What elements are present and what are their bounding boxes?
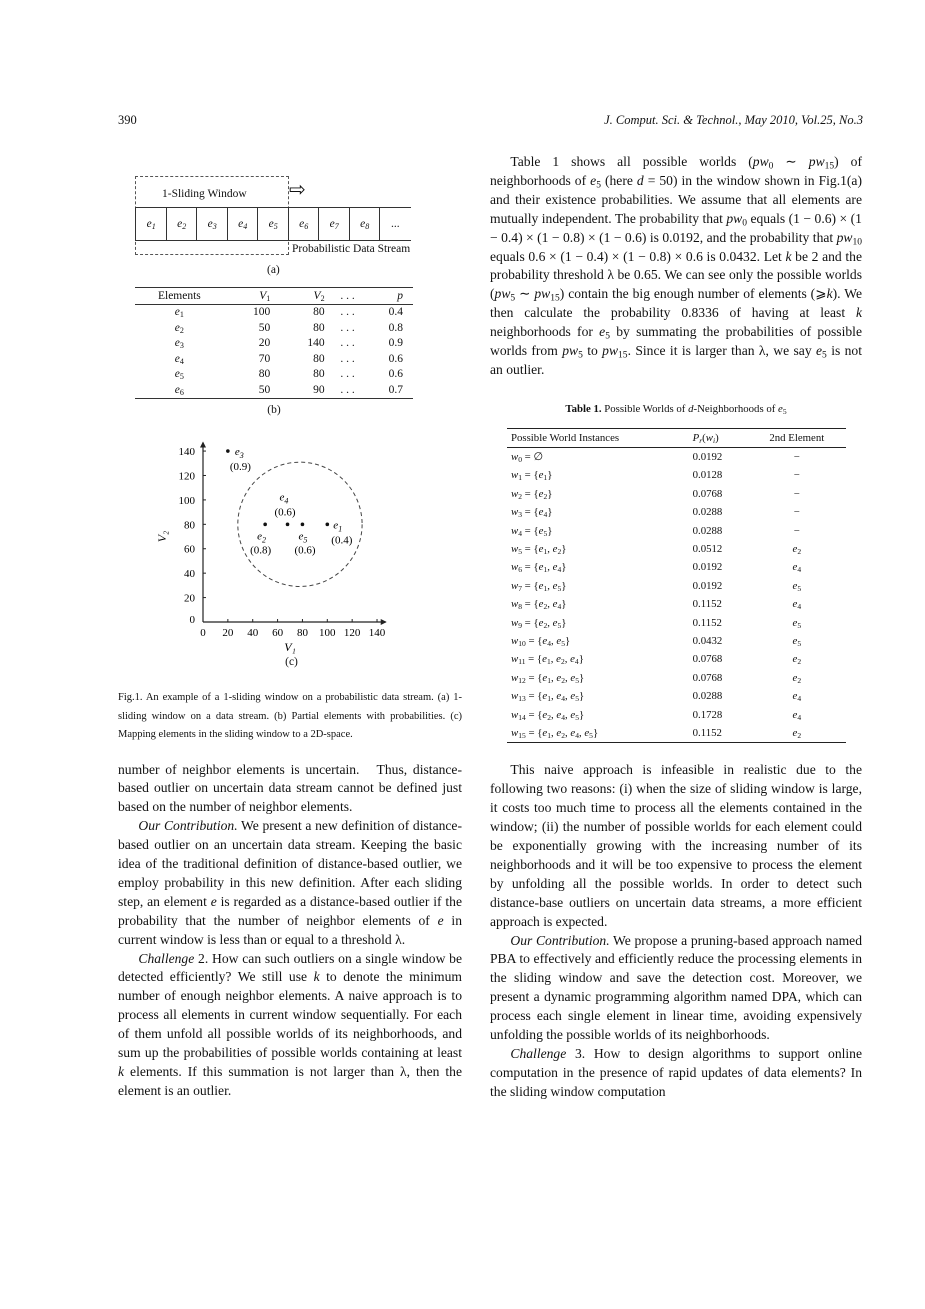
y-tick-label: 140 [178, 446, 195, 459]
y-tick-label: 120 [178, 470, 195, 483]
stream-cell: $e_6$ [288, 208, 320, 240]
paragraph: This naive approach is infeasible in realistic due to the following two reasons: (i) when the size of sliding window is large, it costs too much time to process all the elements contained in the window; (ii) the number of possible worlds for each element could be exponentially growing with the increasing number of its neighborhoods and it will be too expensive to process the element by unfolding all the possible worlds. In order to detect such distance-base outliers on uncertain data streams, a more efficient approach is expected. [490, 762, 862, 929]
table-cell: − [793, 487, 800, 500]
table-cell: . . . [340, 306, 355, 318]
column-header: p [362, 288, 413, 305]
x-tick-label: 40 [247, 627, 259, 639]
paragraph: Challenge 3. How to design algorithms to support online computation in the presence of rapid updates of data elements? In the sliding window computation [490, 1045, 862, 1099]
table-cell: $w_5 = \{e_1$, $e_2$} [511, 542, 567, 556]
point-label-e3: $e_3$ [234, 446, 244, 461]
table-row [135, 336, 413, 352]
table-cell: 0.0512 [692, 542, 723, 555]
stream-cell: $e_1$ [135, 208, 167, 240]
table-cell: $w_{15} = \{e_1$, $e_2$, $e_4$, $e_5$} [507, 724, 689, 743]
table-row [507, 687, 846, 705]
stream-cell: $e_4$ [227, 208, 259, 240]
table-cell: $w_{10} = \{e_4$, $e_5$} [511, 634, 571, 648]
table-cell: $e_5$ [792, 634, 802, 648]
table-row [507, 632, 846, 650]
y-tick-label: 40 [184, 568, 195, 581]
table-row [135, 367, 413, 383]
table-cell: 70 [258, 352, 271, 365]
table-cell: . . . [340, 368, 355, 380]
table-cell: $e_4$ [792, 561, 802, 575]
table-row [135, 305, 413, 321]
point-probability: (0.6) [274, 506, 296, 519]
right-column-text [490, 761, 862, 1101]
left-column-text [118, 761, 462, 1101]
table-cell: 80 [313, 306, 325, 318]
table-cell: $w_{11} = \{e_1$, $e_2$, $e_4$} [511, 653, 584, 667]
y-tick-label: 60 [184, 543, 195, 556]
table-cell: 0.0288 [692, 506, 723, 519]
stream-label: Probabilistic Data Stream [292, 243, 411, 255]
table-cell: $e_4$ [174, 352, 184, 366]
running-header: J. Comput. Sci. & Technol., May 2010, Vol.25, No.3 [604, 113, 863, 127]
table-cell: 0.8 [388, 321, 403, 334]
table-cell: $e_1$ [174, 306, 184, 319]
table-row [135, 352, 413, 368]
table-cell: $w_{12} = \{e_1$, $e_2$, $e_5$} [511, 671, 585, 685]
table-cell: 0.1728 [692, 708, 723, 721]
table-cell: 80 [258, 368, 271, 380]
point-probability: (0.8) [250, 544, 272, 557]
point-label-e4: $e_4$ [279, 491, 289, 506]
data-point-e2 [263, 523, 267, 527]
table-cell: 0.0192 [692, 450, 723, 463]
stream-cell: $e_8$ [349, 208, 381, 240]
table-row [507, 558, 846, 576]
table-cell: $w_{14} = \{e_2$, $e_4$, $e_5$} [511, 708, 585, 722]
table-cell: . . . [340, 352, 355, 365]
y-tick-label: 0 [189, 614, 195, 626]
table-1 [507, 428, 846, 744]
table-cell: $e_6$ [135, 383, 224, 399]
table-cell: 0.0192 [692, 561, 723, 574]
data-point-e1 [326, 523, 330, 527]
paragraph: Our Contribution. We present a new definition of distance-based outlier on an uncertain data stream. Keeping the basic idea of the traditional definition of distance-based outlier, we employ probability in this new definition. After each sliding step, an element e is regarded as a distance-based outlier if the probability that the number of neighbor elements of e in current window is less than or equal to a threshold λ. [118, 818, 462, 947]
x-tick-label: 140 [368, 627, 386, 639]
table-cell: $e_5$ [792, 616, 802, 630]
stream-cell: ... [379, 208, 411, 240]
table-cell: 0.7 [362, 383, 413, 399]
scatter-plot [150, 430, 400, 655]
column-header: $P_r(w_i)$ [689, 428, 748, 447]
table-cell: $e_4$ [792, 598, 802, 611]
table-cell: − [793, 469, 800, 482]
table-cell: 0.1152 [692, 616, 722, 629]
table-cell: 0.0768 [692, 653, 723, 666]
table-cell: $e_2$ [748, 724, 846, 743]
table-1-caption: Table 1. Possible Worlds of d-Neighborhoods of $e_5$ [565, 402, 787, 416]
table-cell: $e_4$ [792, 708, 802, 722]
table-cell: $e_2$ [792, 653, 802, 667]
point-label-e1: $e_1$ [333, 519, 343, 534]
window-label: 1-Sliding Window [162, 188, 247, 200]
table-cell: 80 [313, 321, 325, 334]
left-column-flow [118, 655, 462, 1101]
x-tick-label: 20 [222, 627, 234, 639]
point-probability: (0.6) [294, 544, 316, 557]
table-cell: 0.1152 [692, 598, 722, 611]
table-row [507, 503, 846, 521]
y-tick-label: 80 [184, 519, 195, 532]
table-cell: 140 [307, 337, 325, 349]
figure-caption: Fig.1. An example of a 1-sliding window on a probabilistic data stream. (a) 1-sliding window on a data stream. (b) Partial elements with probabilities. (c) Mapping elements in the sliding window to a 2D-space. [118, 692, 462, 740]
table-cell: 50 [224, 383, 281, 399]
x-axis-label: V₁ [284, 640, 296, 654]
paragraph: Table 1 shows all possible worlds ($pw_0$ ∼ $pw_{15}$) of neighborhoods of $e_5$ (here d = 50) in the window shown in Fig.1(a) and their existence probabilities. We assume that all elements are mutually independent. The probability that $pw_0$ equals (1 − 0.6) × (1 − 0.4) × (1 − 0.8) × (1 − 0.6) is 0.0192, and the probability that $pw_{10}$ equals 0.6 × (1 − 0.4) × (1 − 0.8) × 0.6 is 0.0432. Let k be 2 and the probability threshold λ be 0.65. We can see only the possible worlds ($pw_5$ ∼ $pw_{15}$) contain the big enough number of elements (⩾k). We then calculate the probability 0.8336 of having at least k neighborhoods for $e_5$ by summating the probabilities of possible worlds from $pw_5$ to $pw_{15}$. Since it is larger than λ, we say $e_5$ is not an outlier. [490, 154, 863, 377]
subfig-label-b: (b) [267, 404, 281, 416]
subfig-label-c: (c) [285, 656, 298, 668]
table-row [507, 650, 846, 668]
table-cell: 0.6 [388, 352, 403, 365]
table-cell: $w_0$ = ∅ [511, 450, 543, 464]
table-row [507, 706, 846, 724]
table-row [507, 485, 846, 503]
table-cell: $w_3 = \{e_4\}$ [511, 506, 553, 519]
distance-circle [238, 462, 362, 586]
y-tick-label: 20 [184, 592, 195, 605]
data-point-e4 [286, 523, 290, 527]
table-row [507, 540, 846, 558]
table-cell: $e_4$ [792, 690, 802, 704]
table-cell: 0.0768 [692, 487, 723, 500]
table-cell: $e_3$ [174, 337, 184, 350]
paragraph: Challenge 2. How can such outliers on a single window be detected efficiently? We still use k to denote the minimum number of enough neighbor elements. A naive approach is to process all elements in current window sequentially. For each of them unfold all possible worlds of its neighborhoods, and sum up the probabilities of possible worlds containing at least k elements. If this summation is not larger than λ, then the element is an outlier. [118, 950, 462, 1098]
table-cell: 0.0288 [692, 524, 723, 537]
figure-1b-table [135, 287, 413, 399]
table-cell: 80 [313, 368, 325, 380]
table-cell: 20 [258, 337, 271, 349]
x-tick-label: 100 [319, 627, 336, 639]
table-row [507, 522, 846, 540]
table-cell: $w_9 = \{e_2$, $e_5$} [511, 616, 567, 630]
y-axis-arrow-icon [200, 442, 206, 448]
table-cell: 0.0768 [692, 671, 723, 684]
y-axis-label: V₂ [155, 530, 169, 543]
point-probability: (0.9) [229, 461, 251, 474]
table-cell: $w_{13} = \{e_1$, $e_4$, $e_5$} [511, 690, 585, 704]
table-cell: $e_2$ [792, 542, 802, 556]
table-cell: 80 [313, 352, 325, 365]
data-point-e3 [226, 449, 230, 453]
table-cell: $w_4 = \{e_5\}$ [511, 524, 553, 538]
x-axis-arrow-icon [381, 619, 387, 625]
table-cell: $w_8 = \{e_2$, $e_4$} [511, 598, 567, 611]
table-row [507, 577, 846, 595]
stream-cell: $e_3$ [196, 208, 228, 240]
stream-cell: $e_7$ [318, 208, 350, 240]
paragraph: number of neighbor elements is uncertain. Thus, distance-based outlier on uncertain data stream cannot be defined just based on the number of neighbor elements. [118, 761, 462, 815]
table-row [135, 321, 413, 337]
stream-cell: $e_2$ [166, 208, 198, 240]
table-cell: $w_1 = \{e_1\}$ [511, 469, 553, 483]
table-cell: 0.0128 [692, 469, 723, 482]
table-cell: 0.4 [388, 306, 403, 318]
column-header: $V_1$ [224, 288, 281, 305]
table-row [135, 383, 413, 399]
table-cell: 0.1152 [689, 724, 748, 743]
table-cell: 90 [280, 383, 332, 399]
table-cell: − [793, 450, 800, 463]
table-row [507, 447, 846, 466]
table-cell: 50 [258, 321, 271, 334]
x-tick-label: 80 [296, 627, 308, 639]
table-cell: $w_7 = \{e_1$, $e_5$} [511, 579, 567, 593]
table-cell: $w_6 = \{e_1$, $e_4$} [511, 561, 567, 575]
table-cell: 0.9 [388, 337, 403, 349]
column-header: $V_2$ [280, 288, 332, 305]
arrow-right-icon: ⇨ [289, 179, 306, 201]
column-header: 2nd Element [748, 428, 846, 447]
table-cell: − [793, 506, 800, 519]
table-cell: − [793, 524, 800, 537]
point-label-e2: $e_2$ [257, 530, 267, 545]
table-row [507, 614, 846, 632]
table-cell: 100 [253, 306, 271, 318]
table-cell: 0.0432 [692, 634, 723, 647]
figure-1b [135, 287, 413, 417]
table-cell: $e_5$ [792, 579, 802, 593]
column-header: . . . [333, 288, 363, 305]
x-tick-label: 120 [343, 627, 361, 639]
x-tick-label: 60 [272, 627, 284, 639]
x-tick-label: 0 [200, 627, 206, 639]
page-number: 390 [118, 113, 137, 127]
table-cell: 0.0288 [692, 690, 723, 703]
table-row [507, 466, 846, 484]
right-column-intro [490, 153, 862, 380]
table-cell: . . . [340, 321, 355, 334]
table-cell: . . . [340, 337, 355, 349]
table-cell: . . . [333, 383, 363, 399]
table-row [507, 724, 846, 743]
table-cell: $e_2$ [792, 671, 802, 685]
stream-cell: $e_5$ [257, 208, 289, 240]
right-column-flow [490, 153, 862, 1102]
table-row [507, 595, 846, 613]
point-probability: (0.4) [331, 534, 353, 547]
table-cell: $w_2 = \{e_2\}$ [511, 487, 553, 501]
column-header: Possible World Instances [507, 428, 689, 447]
table-cell: $e_2$ [174, 321, 184, 335]
y-tick-label: 100 [178, 494, 195, 507]
data-point-e5 [301, 523, 305, 527]
table-cell: 0.6 [388, 368, 403, 380]
paragraph: Our Contribution. We propose a pruning-based approach named PBA to effectively and efficiently reduce the processing elements in the sliding window and save the detection cost. Moreover, we present a dynamic programming algorithm named DPA, which can process each single element in linear time, avoiding expensively unfolding the possible worlds of its neighborhoods. [490, 932, 862, 1043]
table-cell: 0.0192 [692, 579, 723, 592]
table-row [507, 669, 846, 687]
column-header: Elements [135, 288, 224, 305]
table-cell: $e_5$ [174, 368, 184, 381]
point-label-e5: $e_5$ [298, 530, 308, 545]
subfig-label-a: (a) [267, 264, 280, 276]
